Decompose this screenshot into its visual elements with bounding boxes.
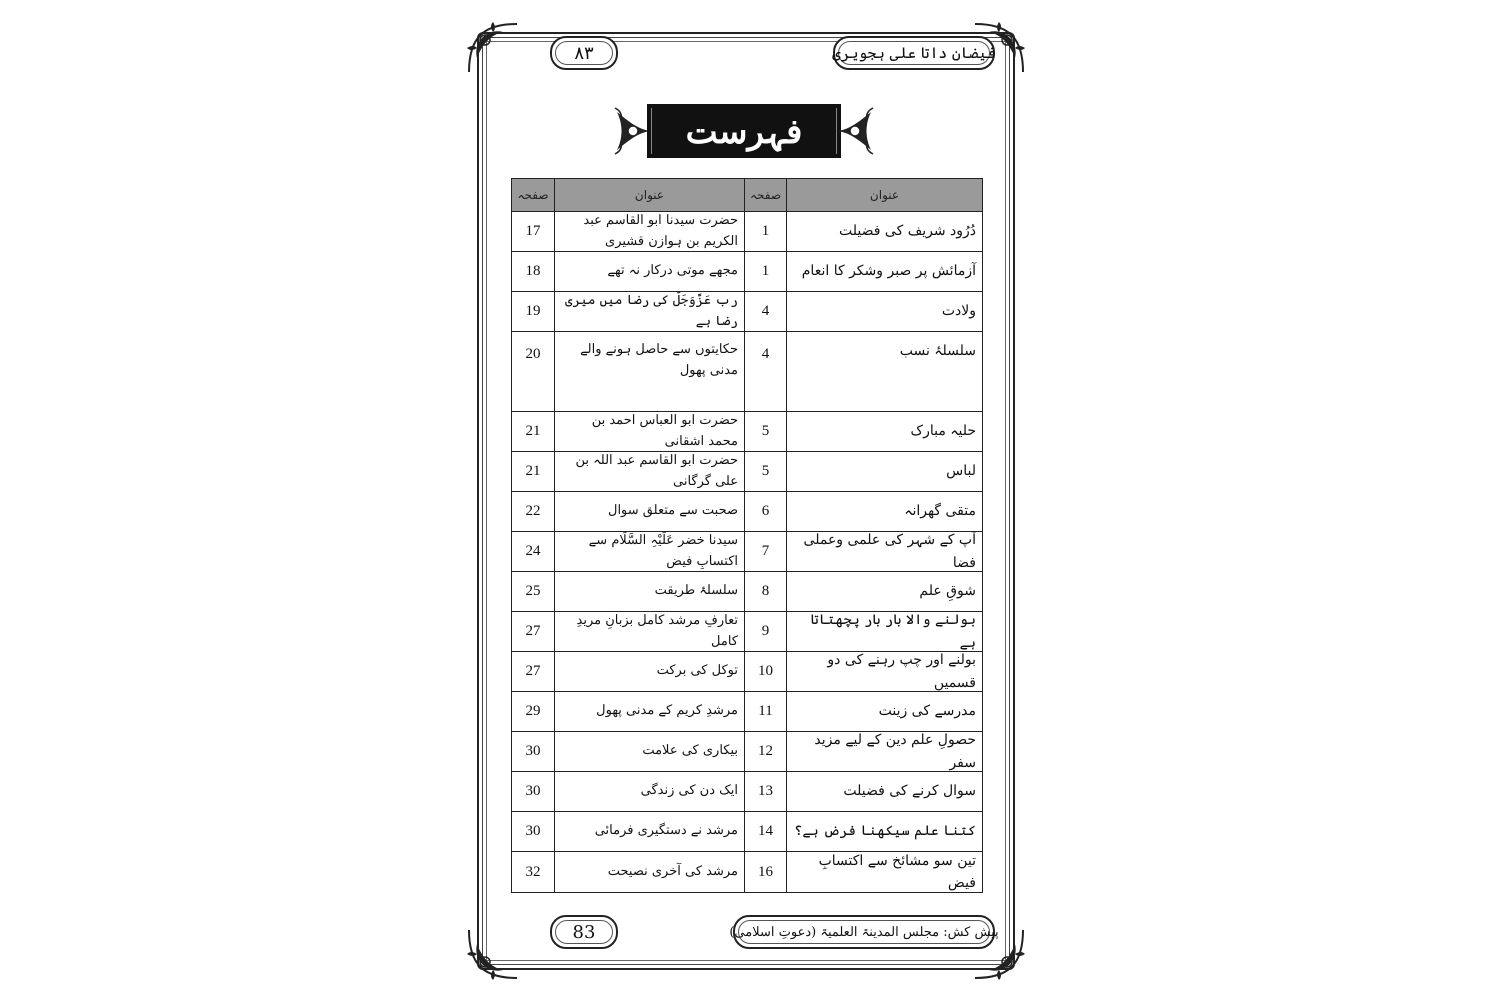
right-topic[interactable]: کتنا علم سیکھنا فرض ہے؟ (786, 812, 982, 852)
left-topic[interactable]: صحبت سے متعلق سوال (554, 492, 744, 532)
right-page-number[interactable]: 7 (744, 532, 786, 572)
right-page-number[interactable]: 9 (744, 612, 786, 652)
left-page-number[interactable]: 24 (512, 532, 554, 572)
right-page-number[interactable]: 11 (744, 692, 786, 732)
toc-title-banner (613, 96, 875, 168)
left-page-number[interactable]: 17 (512, 212, 554, 252)
left-topic[interactable]: تعارفِ مرشد کامل بزبانِ مریدِ کامل (554, 612, 744, 652)
right-page-number[interactable]: 10 (744, 652, 786, 692)
left-page-number[interactable]: 20 (512, 332, 554, 412)
table-row (512, 572, 982, 612)
table-row (512, 452, 982, 492)
right-topic[interactable]: ولادت (786, 292, 982, 332)
right-topic[interactable]: تین سو مشائخ سے اکتسابِ فیض (786, 852, 982, 892)
footer-publisher: پیش کش: مجلس المدینۃ العلمیۃ (دعوتِ اسلامی) (733, 915, 995, 949)
left-page-number[interactable]: 29 (512, 692, 554, 732)
right-topic[interactable]: حصولِ علم دین کے لیے مزید سفر (786, 732, 982, 772)
left-topic[interactable]: سلسلۂ طریقت (554, 572, 744, 612)
footer-page-number: 83 (550, 915, 618, 949)
left-topic[interactable]: حضرت ابو القاسم عبد اللہ بن علی گرگانی (554, 452, 744, 492)
left-topic[interactable]: مرشد نے دستگیری فرمائی (554, 812, 744, 852)
table-row (512, 492, 982, 532)
table-row (512, 852, 982, 892)
table-row (512, 652, 982, 692)
left-page-number[interactable]: 25 (512, 572, 554, 612)
title-ornament-icon (835, 106, 875, 156)
corner-ornament-icon (463, 924, 523, 984)
right-page-number[interactable]: 14 (744, 812, 786, 852)
right-page-number[interactable]: 6 (744, 492, 786, 532)
left-topic[interactable]: حضرت ابو العباس احمد بن محمد اشقانی (554, 412, 744, 452)
table-row (512, 532, 982, 572)
right-page-number[interactable]: 5 (744, 412, 786, 452)
toc-table (511, 178, 983, 893)
right-page-number[interactable]: 5 (744, 452, 786, 492)
corner-ornament-icon (463, 18, 523, 78)
left-page-number[interactable]: 27 (512, 612, 554, 652)
table-row (512, 612, 982, 652)
right-page-number[interactable]: 16 (744, 852, 786, 892)
header-topic-right: عنوان (786, 179, 982, 211)
left-topic[interactable]: مرشدِ کریم کے مدنی پھول (554, 692, 744, 732)
left-topic[interactable]: مجھے موتی درکار نہ تھے (554, 252, 744, 292)
header-topic-left: عنوان (554, 179, 744, 211)
left-page-number[interactable]: 32 (525, 863, 541, 880)
right-topic[interactable]: آزمائش پر صبر وشکر کا انعام (786, 252, 982, 292)
toc-header-row (512, 179, 982, 212)
header-page-number: ٨٣ (550, 36, 618, 70)
left-topic[interactable]: حکایتوں سے حاصل ہونے والے مدنی پھول (554, 332, 744, 412)
left-topic[interactable]: توکل کی برکت (554, 652, 744, 692)
page-title: فہرست (647, 104, 841, 158)
left-page-number[interactable]: 30 (512, 772, 554, 812)
left-page-number[interactable]: 21 (512, 452, 554, 492)
right-topic[interactable]: بولنے اور چپ رہنے کی دو قسمیں (786, 652, 982, 692)
right-topic[interactable]: حلیہ مبارک (786, 412, 982, 452)
right-page-number[interactable]: 4 (744, 332, 786, 412)
toc-body (512, 212, 982, 892)
left-page-number[interactable]: 19 (512, 292, 554, 332)
table-row (512, 212, 982, 252)
table-row (512, 732, 982, 772)
right-page-number[interactable]: 12 (744, 732, 786, 772)
left-page-number[interactable]: 27 (512, 652, 554, 692)
left-topic[interactable]: بیکاری کی علامت (554, 732, 744, 772)
left-page-number[interactable]: 21 (512, 412, 554, 452)
book-page (463, 18, 1029, 984)
left-page-number[interactable]: 30 (512, 732, 554, 772)
header-book-title: فیضانِ داتا علی ہجویری (833, 36, 995, 70)
left-topic[interactable]: رب عَزَّوَجَلَّ کی رضا میں میری رضا ہے (554, 292, 744, 332)
left-page-number[interactable]: 18 (512, 252, 554, 292)
left-topic[interactable]: مرشد کی آخری نصیحت (554, 852, 744, 892)
right-topic[interactable]: سلسلۂ نسب (786, 332, 982, 412)
table-row (512, 772, 982, 812)
right-page-number[interactable]: 1 (744, 212, 786, 252)
right-topic[interactable]: دُرُود شریف کی فضیلت (786, 212, 982, 252)
left-page-number[interactable]: 22 (512, 492, 554, 532)
right-topic[interactable]: سوال کرنے کی فضیلت (786, 772, 982, 812)
left-topic[interactable]: سیدنا خضر عَلَیْہِ السَّلَام سے اکتسابِ فیض (554, 532, 744, 572)
table-row (512, 412, 982, 452)
right-page-number[interactable]: 8 (744, 572, 786, 612)
right-page-number[interactable]: 4 (744, 292, 786, 332)
table-row (512, 812, 982, 852)
left-topic[interactable]: ایک دن کی زندگی (554, 772, 744, 812)
table-row (512, 252, 982, 292)
right-page-number[interactable]: 1 (744, 252, 786, 292)
right-topic[interactable]: بولنے والا بار بار پچھتاتا ہے (786, 612, 982, 652)
right-topic[interactable]: متقی گھرانہ (786, 492, 982, 532)
header-page-right: صفحہ (744, 179, 786, 211)
table-row (512, 292, 982, 332)
right-topic[interactable]: شوقِ علم (786, 572, 982, 612)
left-topic[interactable]: حضرت سیدنا ابو القاسم عبد الکریم بن ہوازن قشیری (554, 212, 744, 252)
right-page-number[interactable]: 13 (744, 772, 786, 812)
right-topic[interactable]: آپ کے شہر کی علمی وعملی فضا (786, 532, 982, 572)
table-row (512, 692, 982, 732)
left-page-number[interactable]: 30 (512, 812, 554, 852)
right-topic[interactable]: مدرسے کی زینت (786, 692, 982, 732)
right-topic[interactable]: لباس (786, 452, 982, 492)
header-page-left: صفحہ (512, 179, 554, 211)
table-row (512, 332, 982, 412)
